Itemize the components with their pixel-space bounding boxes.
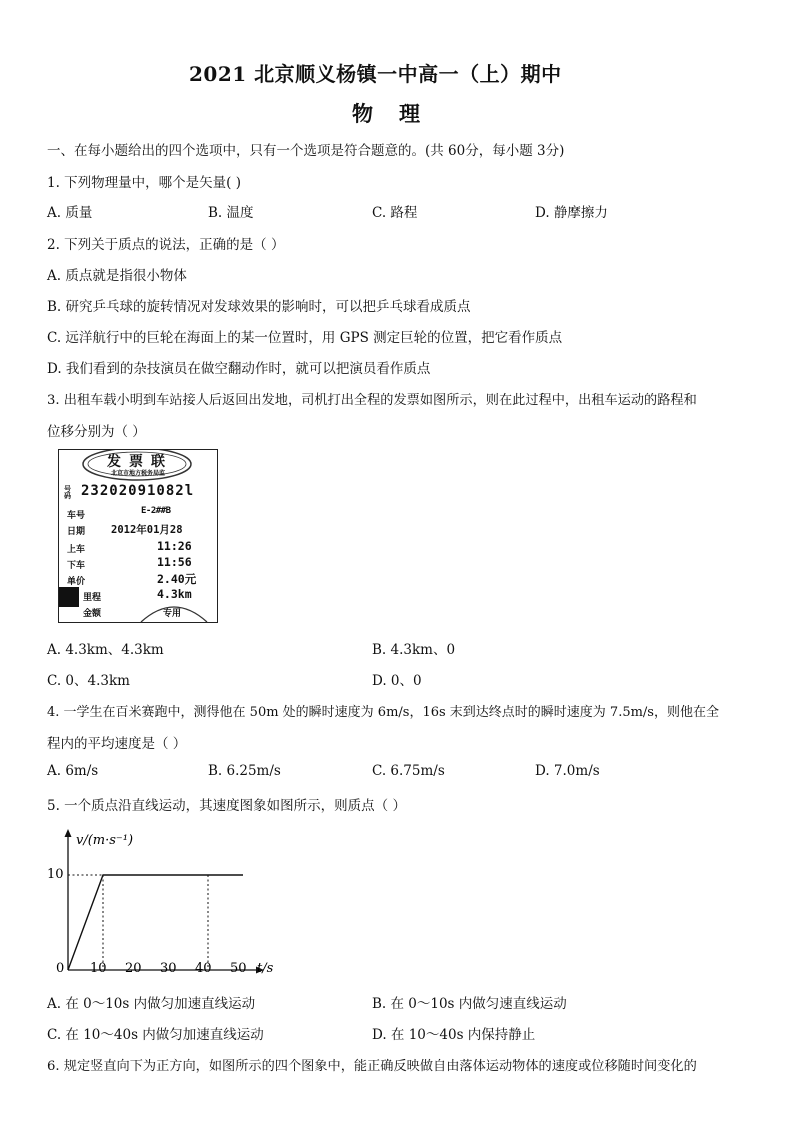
x-tick-label-0: 0	[56, 961, 65, 976]
q4-stem-line2: 程内的平均速度是（ ）	[47, 736, 187, 752]
q5-option-d: D. 在 10～40s 内保持静止	[372, 1027, 536, 1043]
x-tick-label-10: 10	[90, 961, 107, 976]
receipt-value-distance: 4.3km	[157, 587, 192, 601]
receipt-label-price: 单价	[67, 577, 86, 587]
q3-option-b: B. 4.3km、0	[372, 642, 456, 658]
q3-option-a: A. 4.3km、4.3km	[47, 642, 164, 658]
q4-option-b: B. 6.25m/s	[208, 763, 281, 779]
q2-option-a: A. 质点就是指很小物体	[47, 268, 187, 284]
page-title: 2021 北京顺义杨镇一中高一（上）期中	[189, 62, 562, 86]
q5-option-b: B. 在 0～10s 内做匀速直线运动	[372, 996, 567, 1012]
q1-option-b: B. 温度	[208, 205, 254, 221]
q1-option-c: C. 路程	[372, 205, 418, 221]
q3-stem-line2: 位移分别为（ ）	[47, 424, 146, 440]
receipt-label-date: 日期	[67, 527, 86, 537]
receipt-value-alight: 11:56	[157, 555, 192, 569]
receipt-stamp-subtext: 北京市地方税务局监	[111, 470, 166, 477]
receipt-value-price: 2.40元	[157, 572, 197, 586]
receipt-label-distance: 里程	[83, 593, 102, 603]
x-tick-label-50: 50	[230, 961, 247, 976]
receipt-number: 23202091082l	[81, 483, 195, 499]
receipt-number-label: 号码	[64, 485, 71, 500]
x-tick-label-40: 40	[195, 961, 212, 976]
y-axis-arrow-icon	[65, 829, 72, 837]
receipt-value-date: 2012年01月28	[111, 524, 183, 536]
velocity-time-graph	[46, 825, 286, 985]
taxi-receipt-image	[58, 449, 218, 623]
q2-option-b: B. 研究乒乓球的旋转情况对发球效果的影响时，可以把乒乓球看成质点	[47, 299, 471, 315]
receipt-value-board: 11:26	[157, 539, 192, 553]
y-axis-label: v/(m·s⁻¹)	[76, 833, 134, 848]
q1-option-a: A. 质量	[47, 205, 93, 221]
receipt-label-amount: 金额	[83, 609, 102, 619]
q1-option-d: D. 静摩擦力	[535, 205, 608, 221]
section-heading: 一、在每小题给出的四个选项中，只有一个选项是符合题意的。(共 60分，每小题 3分)	[47, 143, 565, 159]
receipt-label-board: 上车	[67, 545, 86, 555]
q5-option-c: C. 在 10～40s 内做匀加速直线运动	[47, 1027, 264, 1043]
q5-option-a: A. 在 0～10s 内做匀加速直线运动	[47, 996, 256, 1012]
receipt-black-mark	[59, 587, 79, 607]
q4-option-d: D. 7.0m/s	[535, 763, 600, 779]
x-tick-label-30: 30	[160, 961, 177, 976]
subject-title: 物理	[352, 101, 446, 126]
q2-stem: 2. 下列关于质点的说法，正确的是（ ）	[47, 237, 285, 253]
q1-stem: 1. 下列物理量中，哪个是矢量( )	[47, 175, 241, 191]
q6-stem: 6. 规定竖直向下为正方向，如图所示的四个图象中，能正确反映做自由落体运动物体的速度或位移随时间变化的	[47, 1059, 697, 1074]
velocity-series-line	[68, 875, 243, 970]
q2-option-c: C. 远洋航行中的巨轮在海面上的某一位置时，用 GPS 测定巨轮的位置，把它看作质点	[47, 330, 563, 346]
receipt-label-alight: 下车	[67, 561, 86, 571]
q4-option-c: C. 6.75m/s	[372, 763, 445, 779]
q3-stem-line1: 3. 出租车载小明到车站接人后返回出发地，司机打出全程的发票如图所示，则在此过程中，出租车运动的路程和	[47, 393, 697, 408]
x-axis-label: t/s	[257, 961, 274, 976]
q5-stem: 5. 一个质点沿直线运动，其速度图象如图所示，则质点（ ）	[47, 798, 406, 814]
receipt-bottom-stamp-text: 专用	[163, 609, 182, 619]
q4-option-a: A. 6m/s	[47, 763, 99, 779]
q3-option-d: D. 0、0	[372, 673, 422, 689]
x-tick-label-20: 20	[125, 961, 142, 976]
q2-option-d: D. 我们看到的杂技演员在做空翻动作时，就可以把演员看作质点	[47, 361, 431, 377]
receipt-stamp-text: 发票联	[107, 454, 173, 470]
receipt-value-car: E-2##B	[141, 506, 171, 516]
receipt-label-car: 车号	[67, 511, 86, 521]
y-tick-label: 10	[47, 867, 64, 882]
q4-stem-line1: 4. 一学生在百米赛跑中，测得他在 50m 处的瞬时速度为 6m/s，16s 末到达终点时的瞬时速度为 7.5m/s，则他在全	[47, 705, 719, 720]
q3-option-c: C. 0、4.3km	[47, 673, 130, 689]
